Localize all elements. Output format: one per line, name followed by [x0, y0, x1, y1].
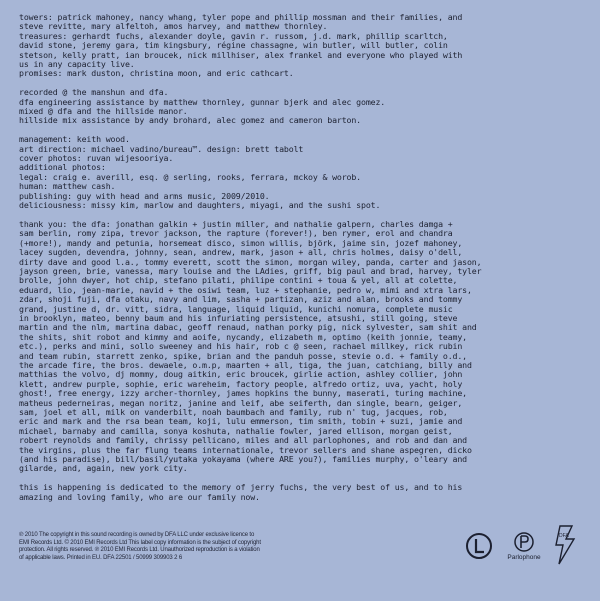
- credits-management: management: keith wood. art direction: michael vadino/bureau™. design: brett tabolt cover photos: ruvan wijesooriya. additional photos: legal: craig e. averill, esq. @ serling, rooks, ferrara, mckoy & worob. human: matthew cash. publishing: guy with head and arms music, 2009/2010. deliciousness: missy kim, marlow and daughters, miyagi, and the sushi spot.: [19, 134, 381, 211]
- dfa-logo-icon: [550, 523, 580, 567]
- credits-towers: towers: patrick mahoney, nancy whang, tyler pope and phillip mossman and their families, and steve revitte, mary alfeltoh, amos harvey, and matthew thornley. treasures: gerhardt fuchs, alexander doyle, gavin r. russom, j.d. mark, phillip scarltch, david stone, jeremy gara, tim kingsbury, régine chassagne, win butler, will butler, colin stetson, kelly pratt, ian broucek, nick millhiser, alex frankel and everyone who played with us in any capacity live. promises: mark duston, christina moon, and eric cathcart.: [19, 12, 463, 79]
- parlophone-logo: [500, 531, 548, 565]
- label-l-logo-icon: [463, 531, 495, 561]
- credits-recording: recorded @ the manshun and dfa. dfa engineering assistance by matthew thornley, gunnar bjerk and alec gomez. mixed @ dfa and the hillside manor. hillside mix assistance by andy brohard, alec gomez and cameron barton.: [19, 87, 386, 126]
- dedication: this is happening is dedicated to the memory of jerry fuchs, the very best of us, and to his amazing and loving family, who are our family now.: [19, 482, 463, 502]
- parlophone-emblem-icon: [514, 531, 534, 553]
- dfa-wordmark: DFA: [559, 533, 569, 539]
- credits-thank-you: thank you: the dfa: jonathan galkin + justin miller, and nathalie galpern, charles damga + sam berlin, romy zipa, trevor jackson, the rapture (forever!), ben rymer, erol and chandra (+more!), mandy and petunia, horsemeat disco, simon willis, björk, jaime sin, jozef mahoney, lacey sugden, devendra, johnny, sean, andrew, mark, jason + all, chris holmes, daisy o'dell, dirty dave and good l.a., tommy everett, scott the simon, morgan wiley, panda, carter and jason, jayson green, brie, vanessa, mary louise and the LAdies, griff, big paul and brad, harvey, tyler brolle, john dwyer, hot chip, stefano pilati, philipe contini + toua & yel, all at colette, eduard, lio, jean-marie, navid + the osiwi team, luz + stephanie, pedro w, mimi and xtra lars, zdar, shoji fuji, dfa otaku, navy and lim, sasha + partizan, aziz and alan, brooks and tommy grand, justine d, dr. vitt, sidra, language, liquid liquid, kunichi nomura, complete music in brooklyn, mateo, benny baum and his infuriating persistence, atsushi, still going, steve martin and the nlm, martina dabac, geoff renaud, nathan porky pig, nick sylvester, sam shit and the shits, shit robot and kimmy and aoife, nycandy, elizabeth m, optimo (keith jonnie, teamy, etc.), perks and mini, sollo sweeney and his hair, rob c @ seen, rachael millkey, rick rubin and team rubin, starrett zenko, spike, brian and the panduh posse, stevie o.d. + family o.d., the arcade fire, the bros. dewaele, o.m.p, maarten + all, tiga, the juan, catchiang, billy and matthias the volvo, dj mommy, doug aitkin, eric broucek, girlie action, ashley collier, john klett, andrew purple, sophie, eric wareheim, factory people, alfredo ortiz, uva, yacht, holy ghost!, free energy, izzy archer-thornley, james hopkins the bunny, maserati, turing machine, matheus pederneiras, megan noritz, janine and leif, abe seiferth, dan single, bearn, geiger, sam, joel et all, milk on vanderbilt, noah baumbach and family, rub n' tug, jacques, rob, eric and mark and the rsa bean team, koji, lulu emmerson, tim smith, tobin + suzi, jamie and michael, barnaby and camilla, sonya koshuta, nathalie fowler, jared ellison, morgan geist, robert reynolds and family, chrissy pellicano, miles and all parlophones, and rob and dan and the virgins, plus the far flung teams internationale, trevor sellers and shane aspegren, dicko (and his paradise), bill/basil/yutaka yokayama (where ARE you?), families murphy, o'leary and gilarde, and, again, new york city.: [19, 218, 482, 474]
- copyright-notice: ℗ 2010 The copyright in this sound recording is owned by DFA LLC under exclusive licence to EMI Records Ltd. © 2010 EMI Records Ltd This label copy information is the subject of copyright protection. All rights reserved. ℗ 2010 EMI Records Ltd. Unauthorized reproduction is a violation of applicable laws. Printed in EU. DFA 22501 / 50999 309903 2 6: [19, 532, 261, 561]
- parlophone-wordmark: Parlophone: [507, 554, 541, 561]
